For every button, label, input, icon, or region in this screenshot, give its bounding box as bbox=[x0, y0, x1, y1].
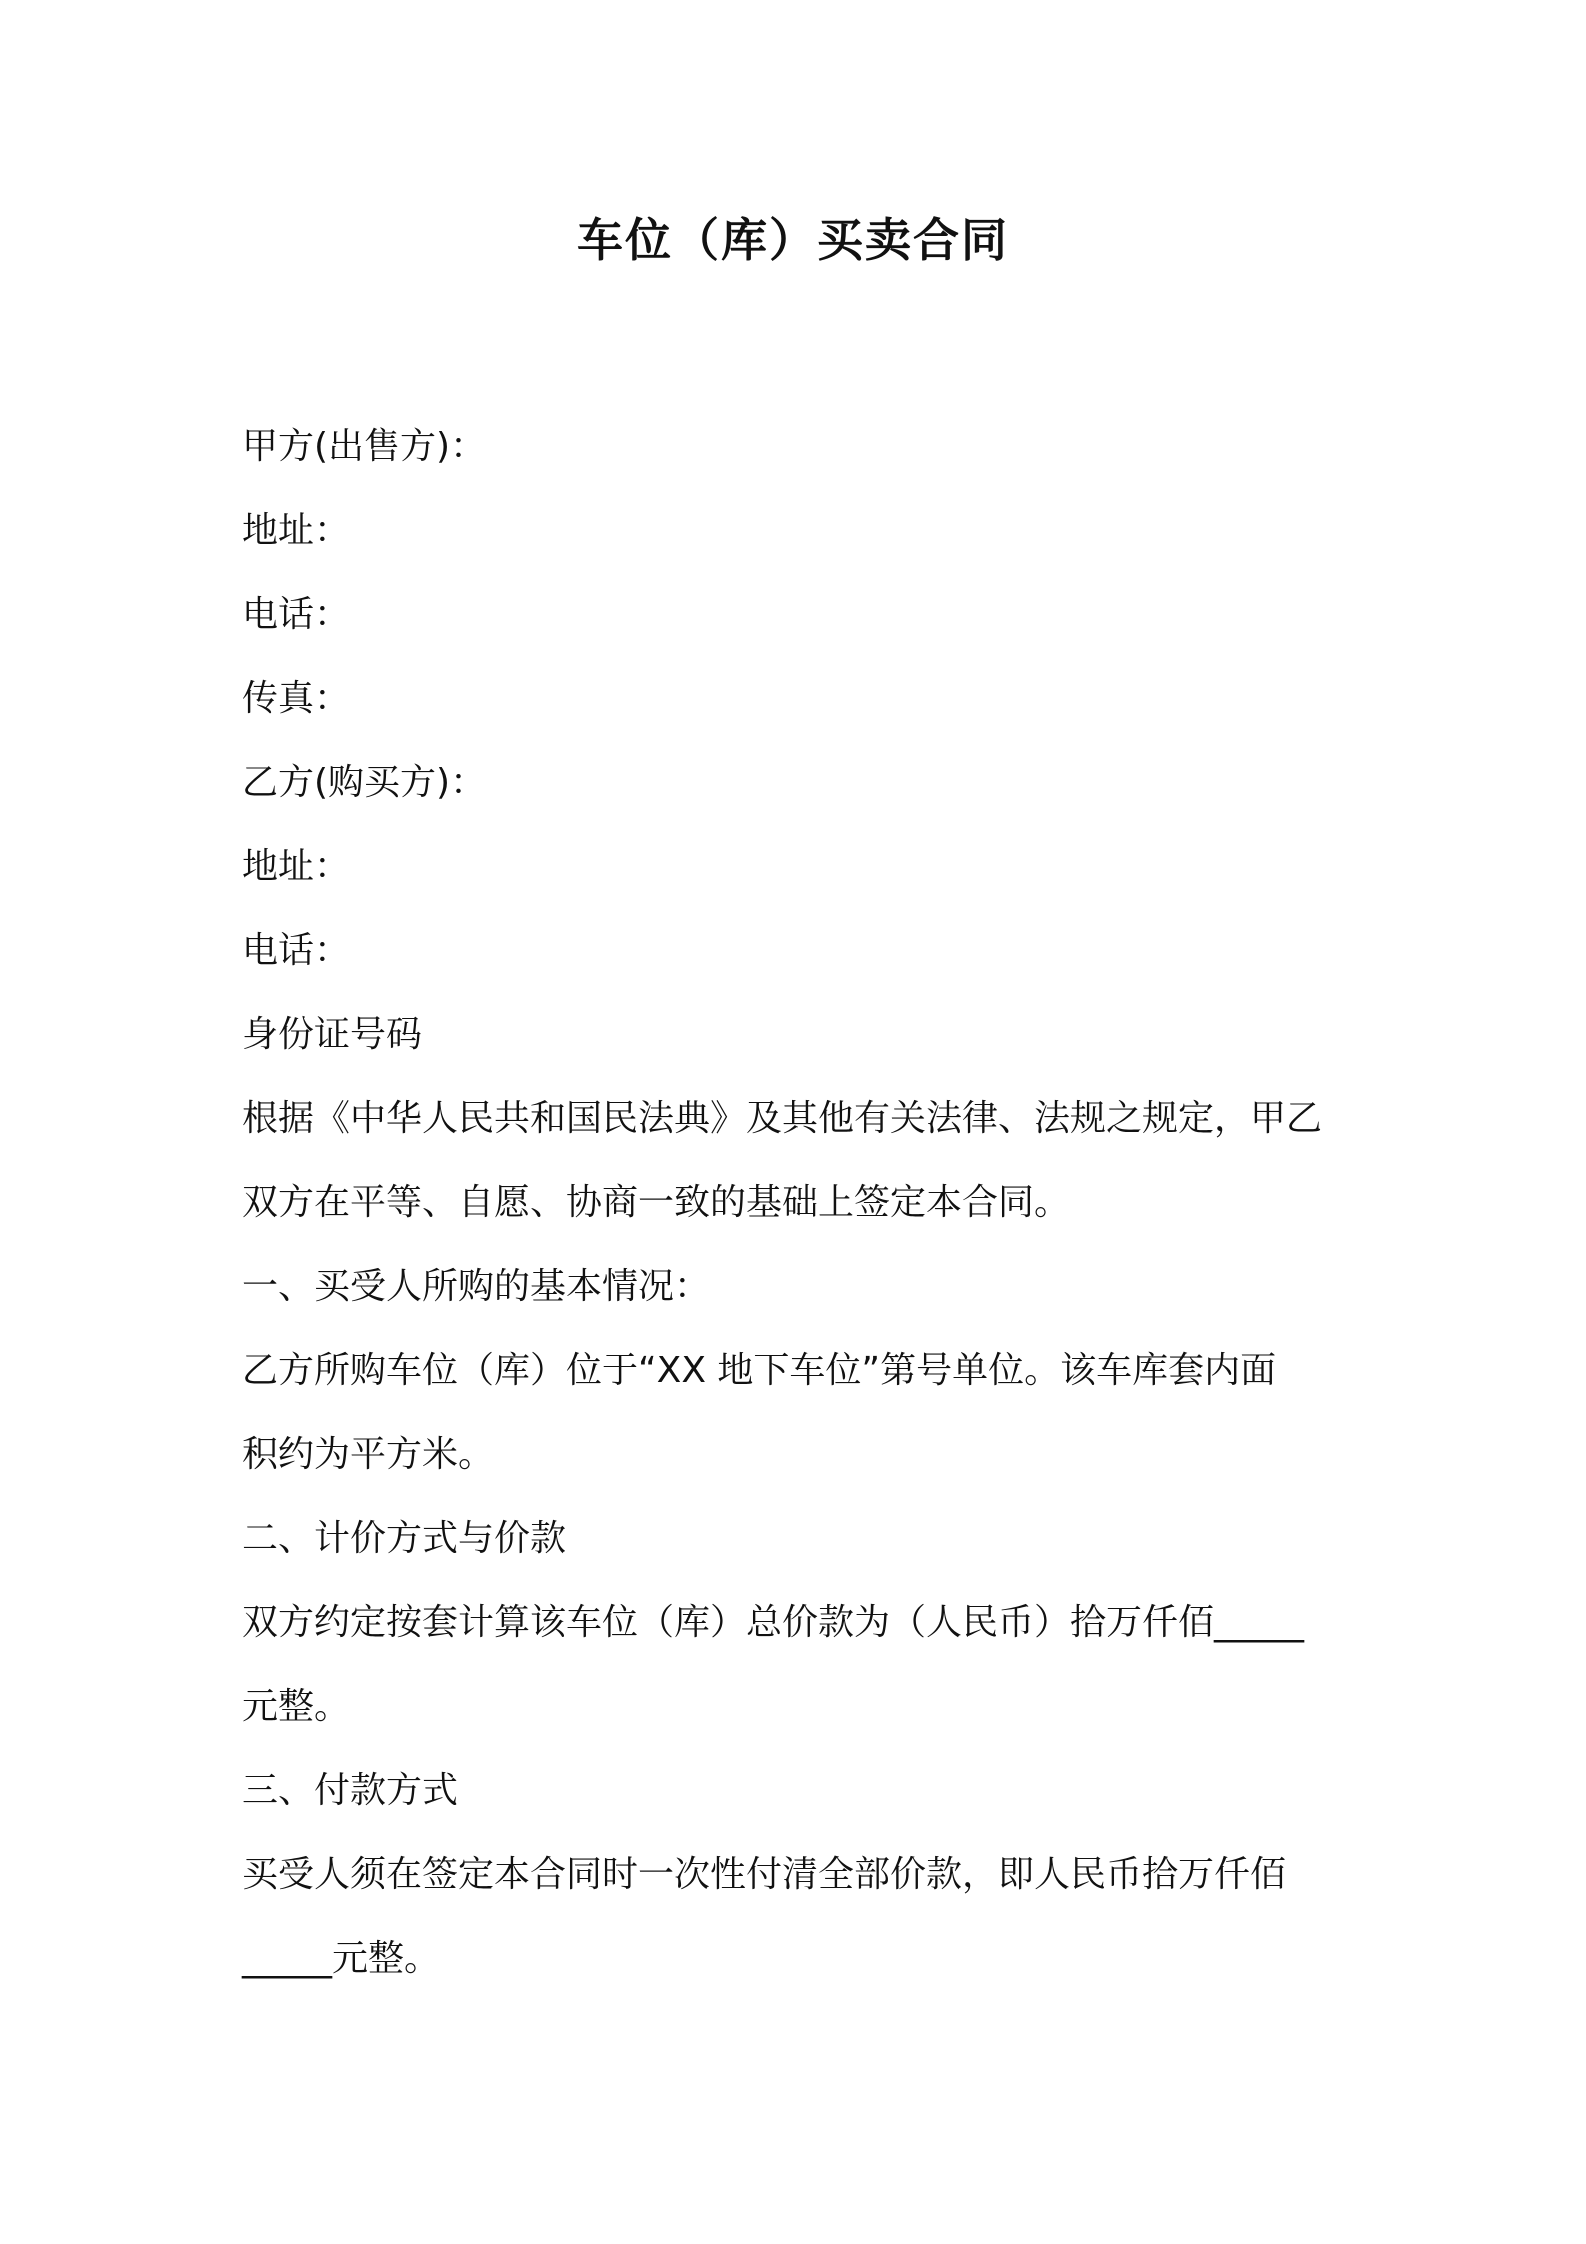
party-a-address-line: 地址： bbox=[242, 510, 351, 551]
party-b-id-number-line: 身份证号码 bbox=[242, 1014, 423, 1055]
section-1-heading: 一、买受人所购的基本情况： bbox=[242, 1266, 711, 1307]
section-1-text-line-2: 积约为平方米。 bbox=[242, 1434, 495, 1475]
section-2-heading: 二、计价方式与价款 bbox=[242, 1518, 567, 1559]
document-body bbox=[242, 405, 1352, 2001]
party-b-buyer-line: 乙方(购买方)： bbox=[242, 762, 487, 803]
party-a-phone-line: 电话： bbox=[242, 594, 351, 635]
party-a-seller-line: 甲方(出售方)： bbox=[242, 426, 487, 467]
party-a-fax-line: 传真： bbox=[242, 678, 351, 719]
section-3-text-line-2: _____元整。 bbox=[242, 1938, 441, 1979]
document-title: 车位（库）买卖合同 bbox=[577, 213, 1009, 267]
section-3-heading: 三、付款方式 bbox=[242, 1770, 459, 1811]
preamble-line-2: 双方在平等、自愿、协商一致的基础上签定本合同。 bbox=[242, 1182, 1071, 1223]
preamble-line-1: 根据《中华人民共和国民法典》及其他有关法律、法规之规定，甲乙 bbox=[242, 1098, 1323, 1139]
section-1-text-line-1: 乙方所购车位（库）位于“XX 地下车位”第号单位。该车库套内面 bbox=[242, 1350, 1277, 1391]
party-b-phone-line: 电话： bbox=[242, 930, 351, 971]
section-2-text-line-2: 元整。 bbox=[242, 1686, 351, 1727]
section-3-text-line-1: 买受人须在签定本合同时一次性付清全部价款，即人民币拾万仟佰 bbox=[242, 1854, 1287, 1895]
party-b-address-line: 地址： bbox=[242, 846, 351, 887]
section-2-text-line-1: 双方约定按套计算该车位（库）总价款为（人民币）拾万仟佰_____ bbox=[242, 1602, 1305, 1643]
